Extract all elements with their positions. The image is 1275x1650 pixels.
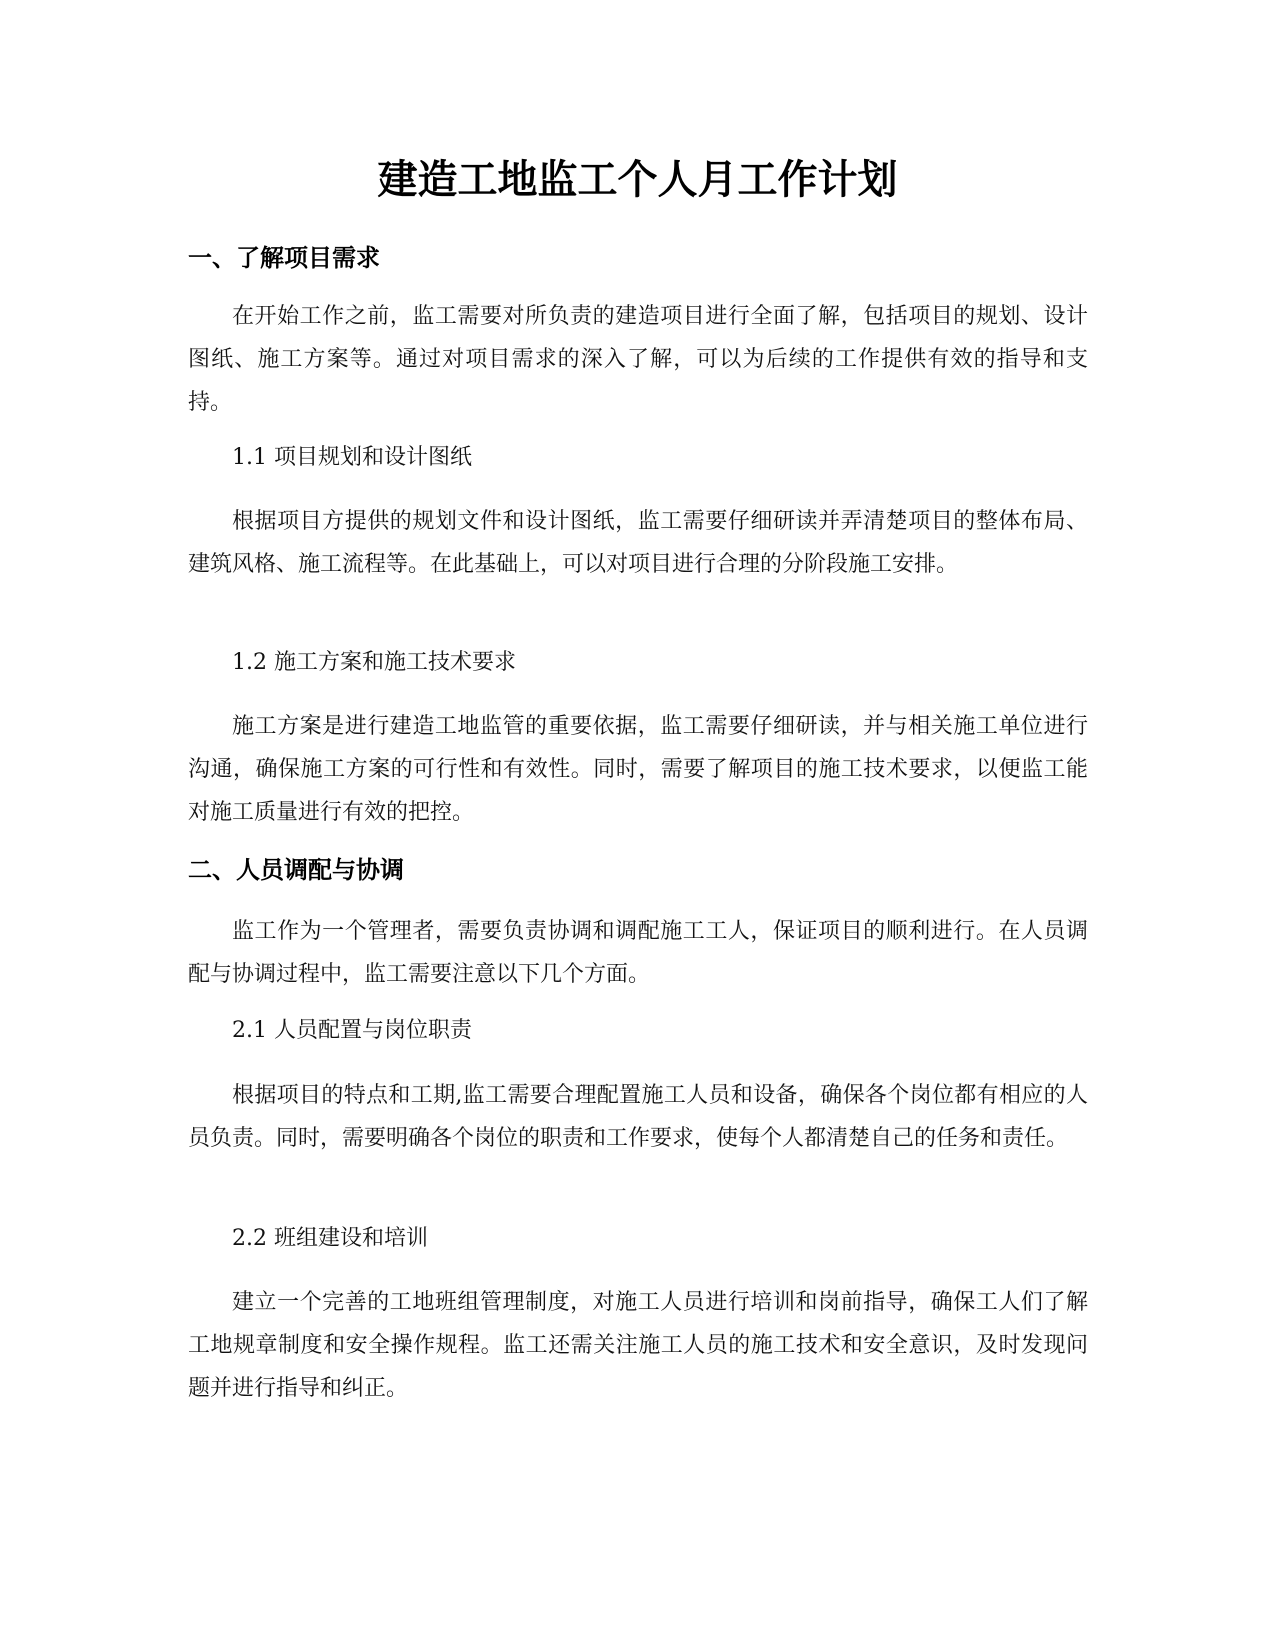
section-heading: 二、人员调配与协调 [188, 856, 404, 884]
section-heading: 一、了解项目需求 [188, 244, 380, 272]
document-title: 建造工地监工个人月工作计划 [377, 157, 898, 203]
subsection-paragraph: 施工方案是进行建造工地监管的重要依据，监工需要仔细研读，并与相关施工单位进行沟通，确保施工方案的可行性和有效性。同时，需要了解项目的施工技术要求，以便监工能对施工质量进行有效的把控。 [188, 714, 1088, 825]
subsection-heading: 1.1 项目规划和设计图纸 [232, 445, 472, 470]
subsection-heading: 2.2 班组建设和培训 [232, 1226, 428, 1251]
subsection-paragraph: 建立一个完善的工地班组管理制度，对施工人员进行培训和岗前指导，确保工人们了解工地规章制度和安全操作规程。监工还需关注施工人员的施工技术和安全意识，及时发现问题并进行指导和纠正。 [188, 1290, 1088, 1401]
section-intro-paragraph: 在开始工作之前，监工需要对所负责的建造项目进行全面了解，包括项目的规划、设计图纸、施工方案等。通过对项目需求的深入了解，可以为后续的工作提供有效的指导和支持。 [188, 304, 1088, 415]
subsection-paragraph: 根据项目的特点和工期,监工需要合理配置施工人员和设备，确保各个岗位都有相应的人员负责。同时，需要明确各个岗位的职责和工作要求，使每个人都清楚自己的任务和责任。 [188, 1083, 1088, 1151]
subsection-paragraph: 根据项目方提供的规划文件和设计图纸，监工需要仔细研读并弄清楚项目的整体布局、建筑风格、施工流程等。在此基础上，可以对项目进行合理的分阶段施工安排。 [188, 509, 1088, 577]
subsection-heading: 2.1 人员配置与岗位职责 [232, 1018, 472, 1043]
subsection-heading: 1.2 施工方案和施工技术要求 [232, 650, 516, 675]
section-intro-paragraph: 监工作为一个管理者，需要负责协调和调配施工工人，保证项目的顺利进行。在人员调配与协调过程中，监工需要注意以下几个方面。 [188, 919, 1088, 987]
